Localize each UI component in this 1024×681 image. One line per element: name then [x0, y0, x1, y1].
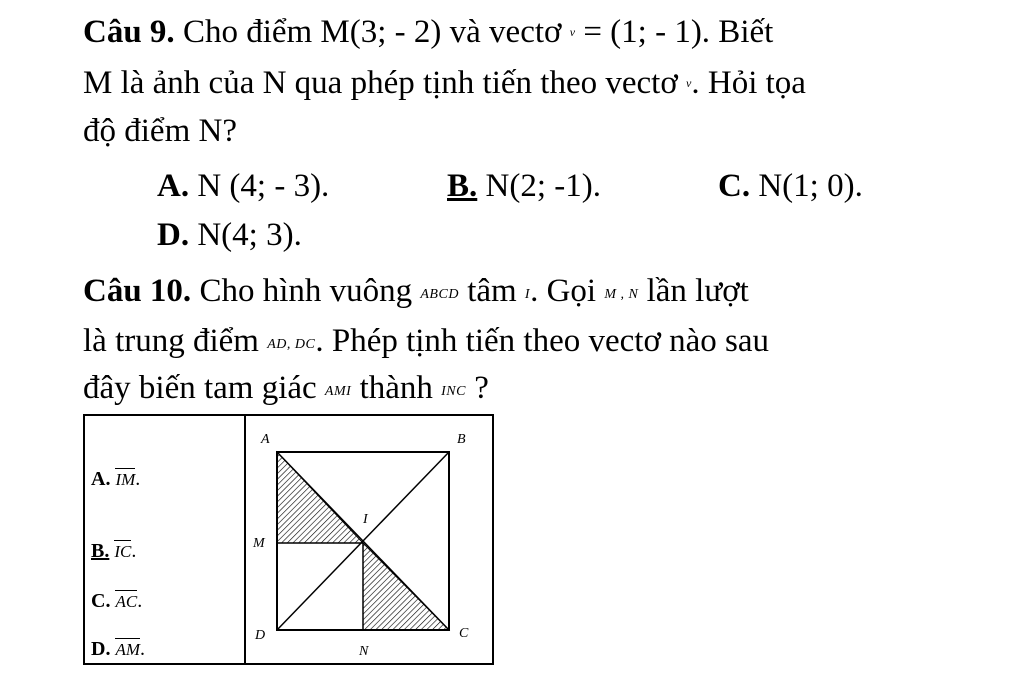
q10-inc: INC	[441, 384, 466, 399]
q9-option-b-label: B.	[447, 168, 478, 204]
q9-option-a[interactable]	[157, 166, 329, 206]
q9-option-c-label: C.	[718, 168, 751, 204]
q9-option-b-text: N(2; -1).	[477, 168, 601, 204]
vector-v-symbol: v	[569, 25, 576, 39]
q10-answer-b[interactable]	[91, 540, 136, 563]
q9-option-b[interactable]	[447, 166, 601, 206]
label-d: D	[255, 628, 266, 643]
q9-text-2a: M là ảnh của N qua phép tịnh tiến theo vectơ	[83, 65, 687, 101]
answer-d-label: D.	[91, 638, 111, 660]
q9-option-d-label: D.	[157, 217, 190, 253]
label-m: M	[253, 536, 265, 551]
answer-c-vector: AC	[115, 592, 138, 611]
q10-text-3c: ?	[465, 370, 489, 406]
vector-v-symbol-2: v	[686, 76, 692, 90]
answer-c-label: C.	[91, 590, 111, 612]
q9-line-1	[83, 12, 773, 52]
q9-option-a-label: A.	[157, 168, 190, 204]
q9-option-c[interactable]	[718, 166, 863, 206]
q10-mn: M , N	[604, 287, 639, 302]
q10-label: Câu 10.	[83, 273, 192, 309]
q10-i: I	[524, 287, 531, 302]
label-c: C	[459, 626, 469, 641]
q10-addc: AD, DC	[267, 337, 316, 352]
q10-ami: AMI	[324, 384, 352, 399]
q9-text-1a: Cho điểm M(3; - 2) và vectơ	[174, 14, 570, 50]
q9-option-a-text: N (4; - 3).	[189, 168, 330, 204]
q10-text-1d: lần lượt	[638, 273, 749, 309]
q9-text-2b: . Hỏi tọa	[691, 65, 806, 101]
q10-text-1c: . Gọi	[530, 273, 605, 309]
q10-text-1a: Cho hình vuông	[191, 273, 421, 309]
q10-text-2b: . Phép tịnh tiến theo vectơ nào sau	[315, 323, 770, 359]
label-n: N	[359, 644, 369, 659]
answer-a-label: A.	[91, 468, 111, 490]
q10-abcd: ABCD	[420, 287, 459, 302]
q9-line-2	[83, 63, 806, 103]
q9-option-d[interactable]	[157, 215, 302, 255]
q10-text-2a: là trung điểm	[83, 323, 268, 359]
q10-answer-a[interactable]	[91, 468, 140, 491]
q10-line-2	[83, 321, 769, 365]
answer-b-tail: .	[131, 540, 137, 562]
q10-answer-c[interactable]	[91, 590, 142, 613]
answer-a-vector: IM	[115, 470, 136, 489]
q9-option-d-text: N(4; 3).	[189, 217, 302, 253]
q10-text-3a: đây biến tam giác	[83, 370, 325, 406]
q9-text-1b: = (1; - 1). Biết	[575, 14, 774, 50]
answer-d-tail: .	[140, 638, 145, 660]
label-a: A	[261, 432, 270, 447]
q10-text-1b: tâm	[458, 273, 525, 309]
answer-b-label: B.	[91, 540, 110, 562]
q10-text-3b: thành	[351, 370, 442, 406]
answer-a-tail: .	[135, 468, 141, 490]
q9-option-c-text: N(1; 0).	[750, 168, 863, 204]
answer-c-tail: .	[137, 590, 143, 612]
q9-line-3: độ điểm N?	[83, 113, 237, 149]
q9-label: Câu 9.	[83, 14, 175, 50]
q10-line-3	[83, 368, 489, 412]
q10-answer-d[interactable]	[91, 638, 145, 661]
answer-d-vector: AM	[115, 640, 140, 659]
label-i: I	[363, 512, 368, 527]
square-figure	[245, 415, 493, 663]
label-b: B	[457, 432, 466, 447]
q10-line-1	[83, 271, 749, 315]
answer-b-vector: IC	[114, 542, 132, 561]
